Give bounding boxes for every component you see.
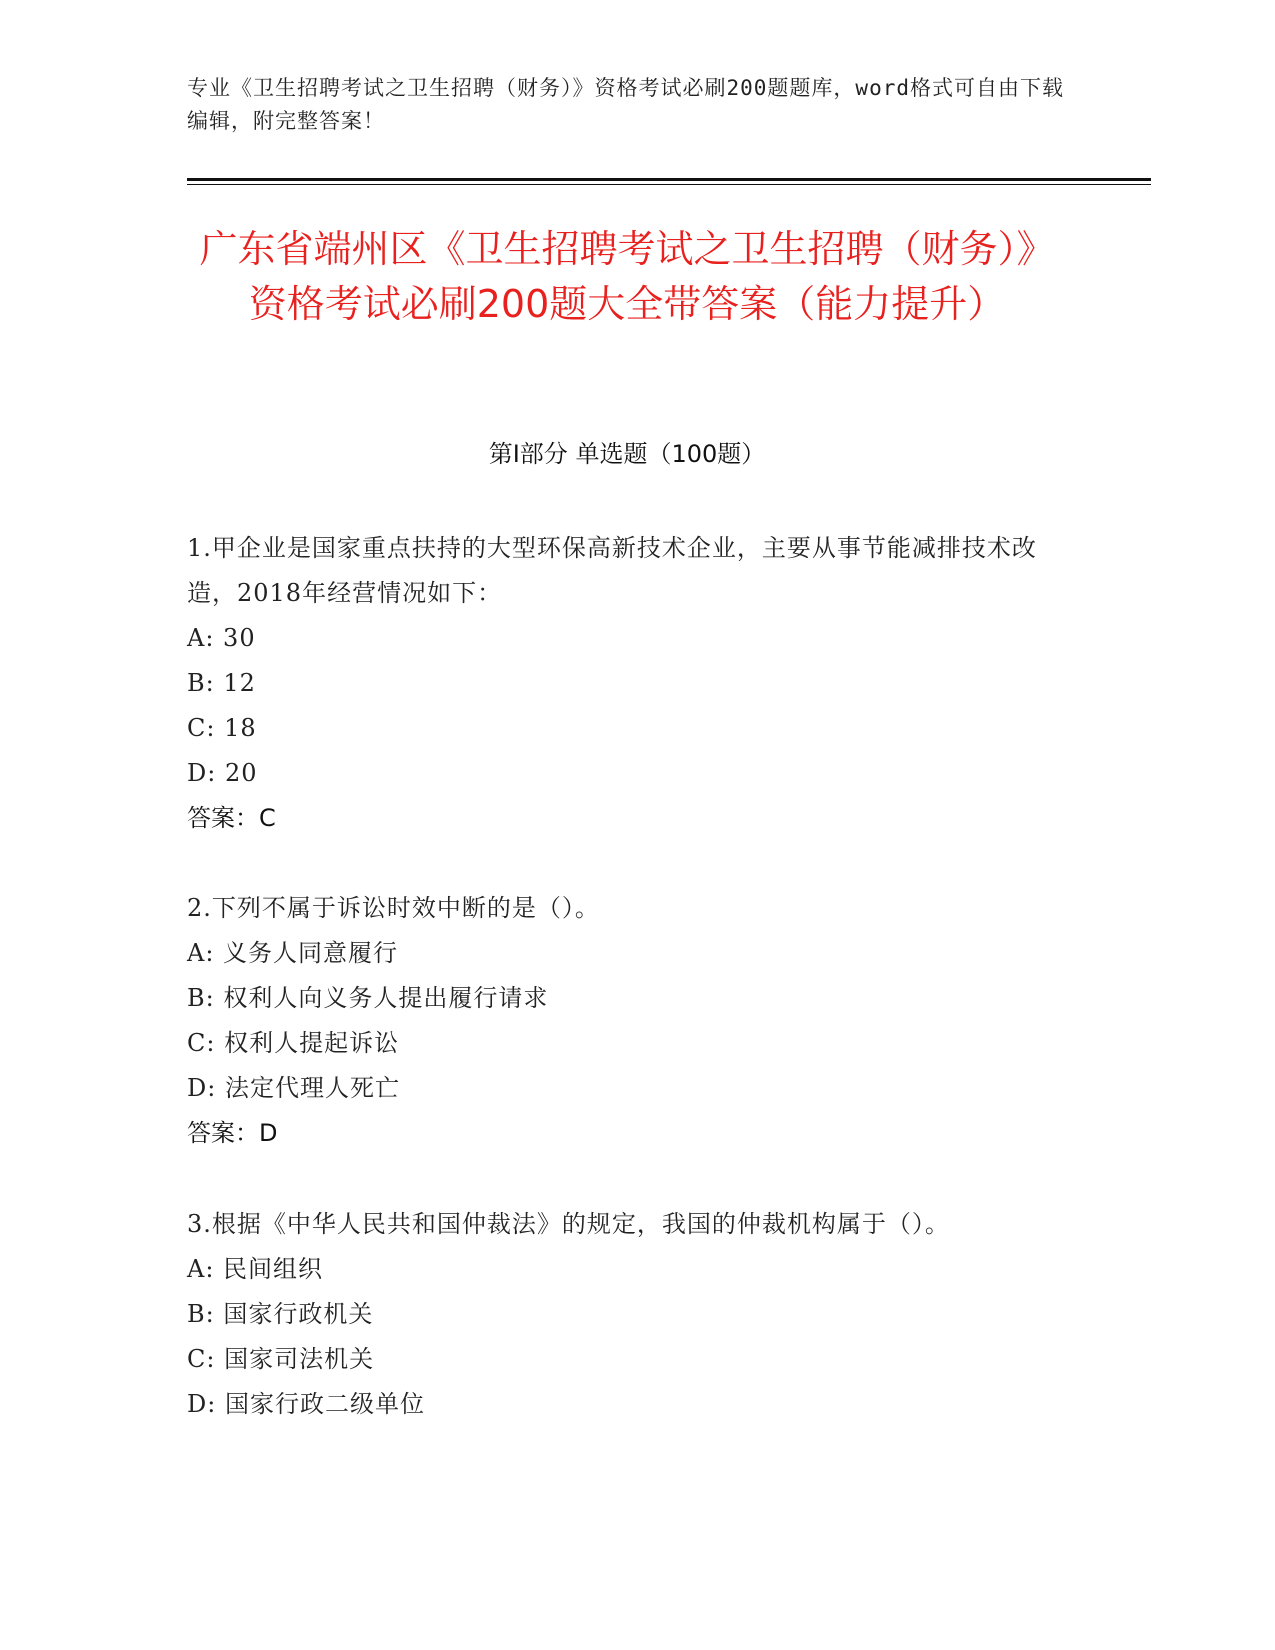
question-stem: 2.下列不属于诉讼时效中断的是（）。 [187, 894, 600, 922]
option-d: D: 20 [187, 759, 258, 787]
document-title: 广东省端州区《卫生招聘考试之卫生招聘（财务）》资格考试必刷200题大全带答案（能力提升） [199, 227, 1055, 326]
header-note: 专业《卫生招聘考试之卫生招聘（财务）》资格考试必刷200题题库，word格式可自由下载编辑，附完整答案！ [187, 76, 1064, 133]
answer: 答案：D [187, 1119, 278, 1147]
option-a: A: 30 [187, 624, 256, 652]
question-1 [187, 526, 1067, 841]
option-b: B: 国家行政机关 [187, 1300, 374, 1328]
header-rule-thick [187, 178, 1151, 181]
option-c: C: 权利人提起诉讼 [187, 1029, 400, 1057]
option-a: A: 义务人同意履行 [187, 939, 399, 967]
answer: 答案：C [187, 804, 276, 832]
option-d: D: 法定代理人死亡 [187, 1074, 400, 1102]
section-title: 第Ⅰ部分 单选题（100题） [488, 440, 766, 468]
option-b: B: 权利人向义务人提出履行请求 [187, 984, 549, 1012]
question-stem: 1.甲企业是国家重点扶持的大型环保高新技术企业，主要从事节能减排技术改造，2018年经营情况如下： [187, 534, 1037, 607]
question-stem: 3.根据《中华人民共和国仲裁法》的规定，我国的仲裁机构属于（）。 [187, 1210, 950, 1238]
question-3 [187, 1202, 1067, 1427]
header-rule-thin [187, 184, 1151, 185]
option-a: A: 民间组织 [187, 1255, 324, 1283]
option-c: C: 18 [187, 714, 257, 742]
question-2 [187, 886, 1067, 1156]
option-c: C: 国家司法机关 [187, 1345, 375, 1373]
option-b: B: 12 [187, 669, 256, 697]
option-d: D: 国家行政二级单位 [187, 1390, 425, 1418]
